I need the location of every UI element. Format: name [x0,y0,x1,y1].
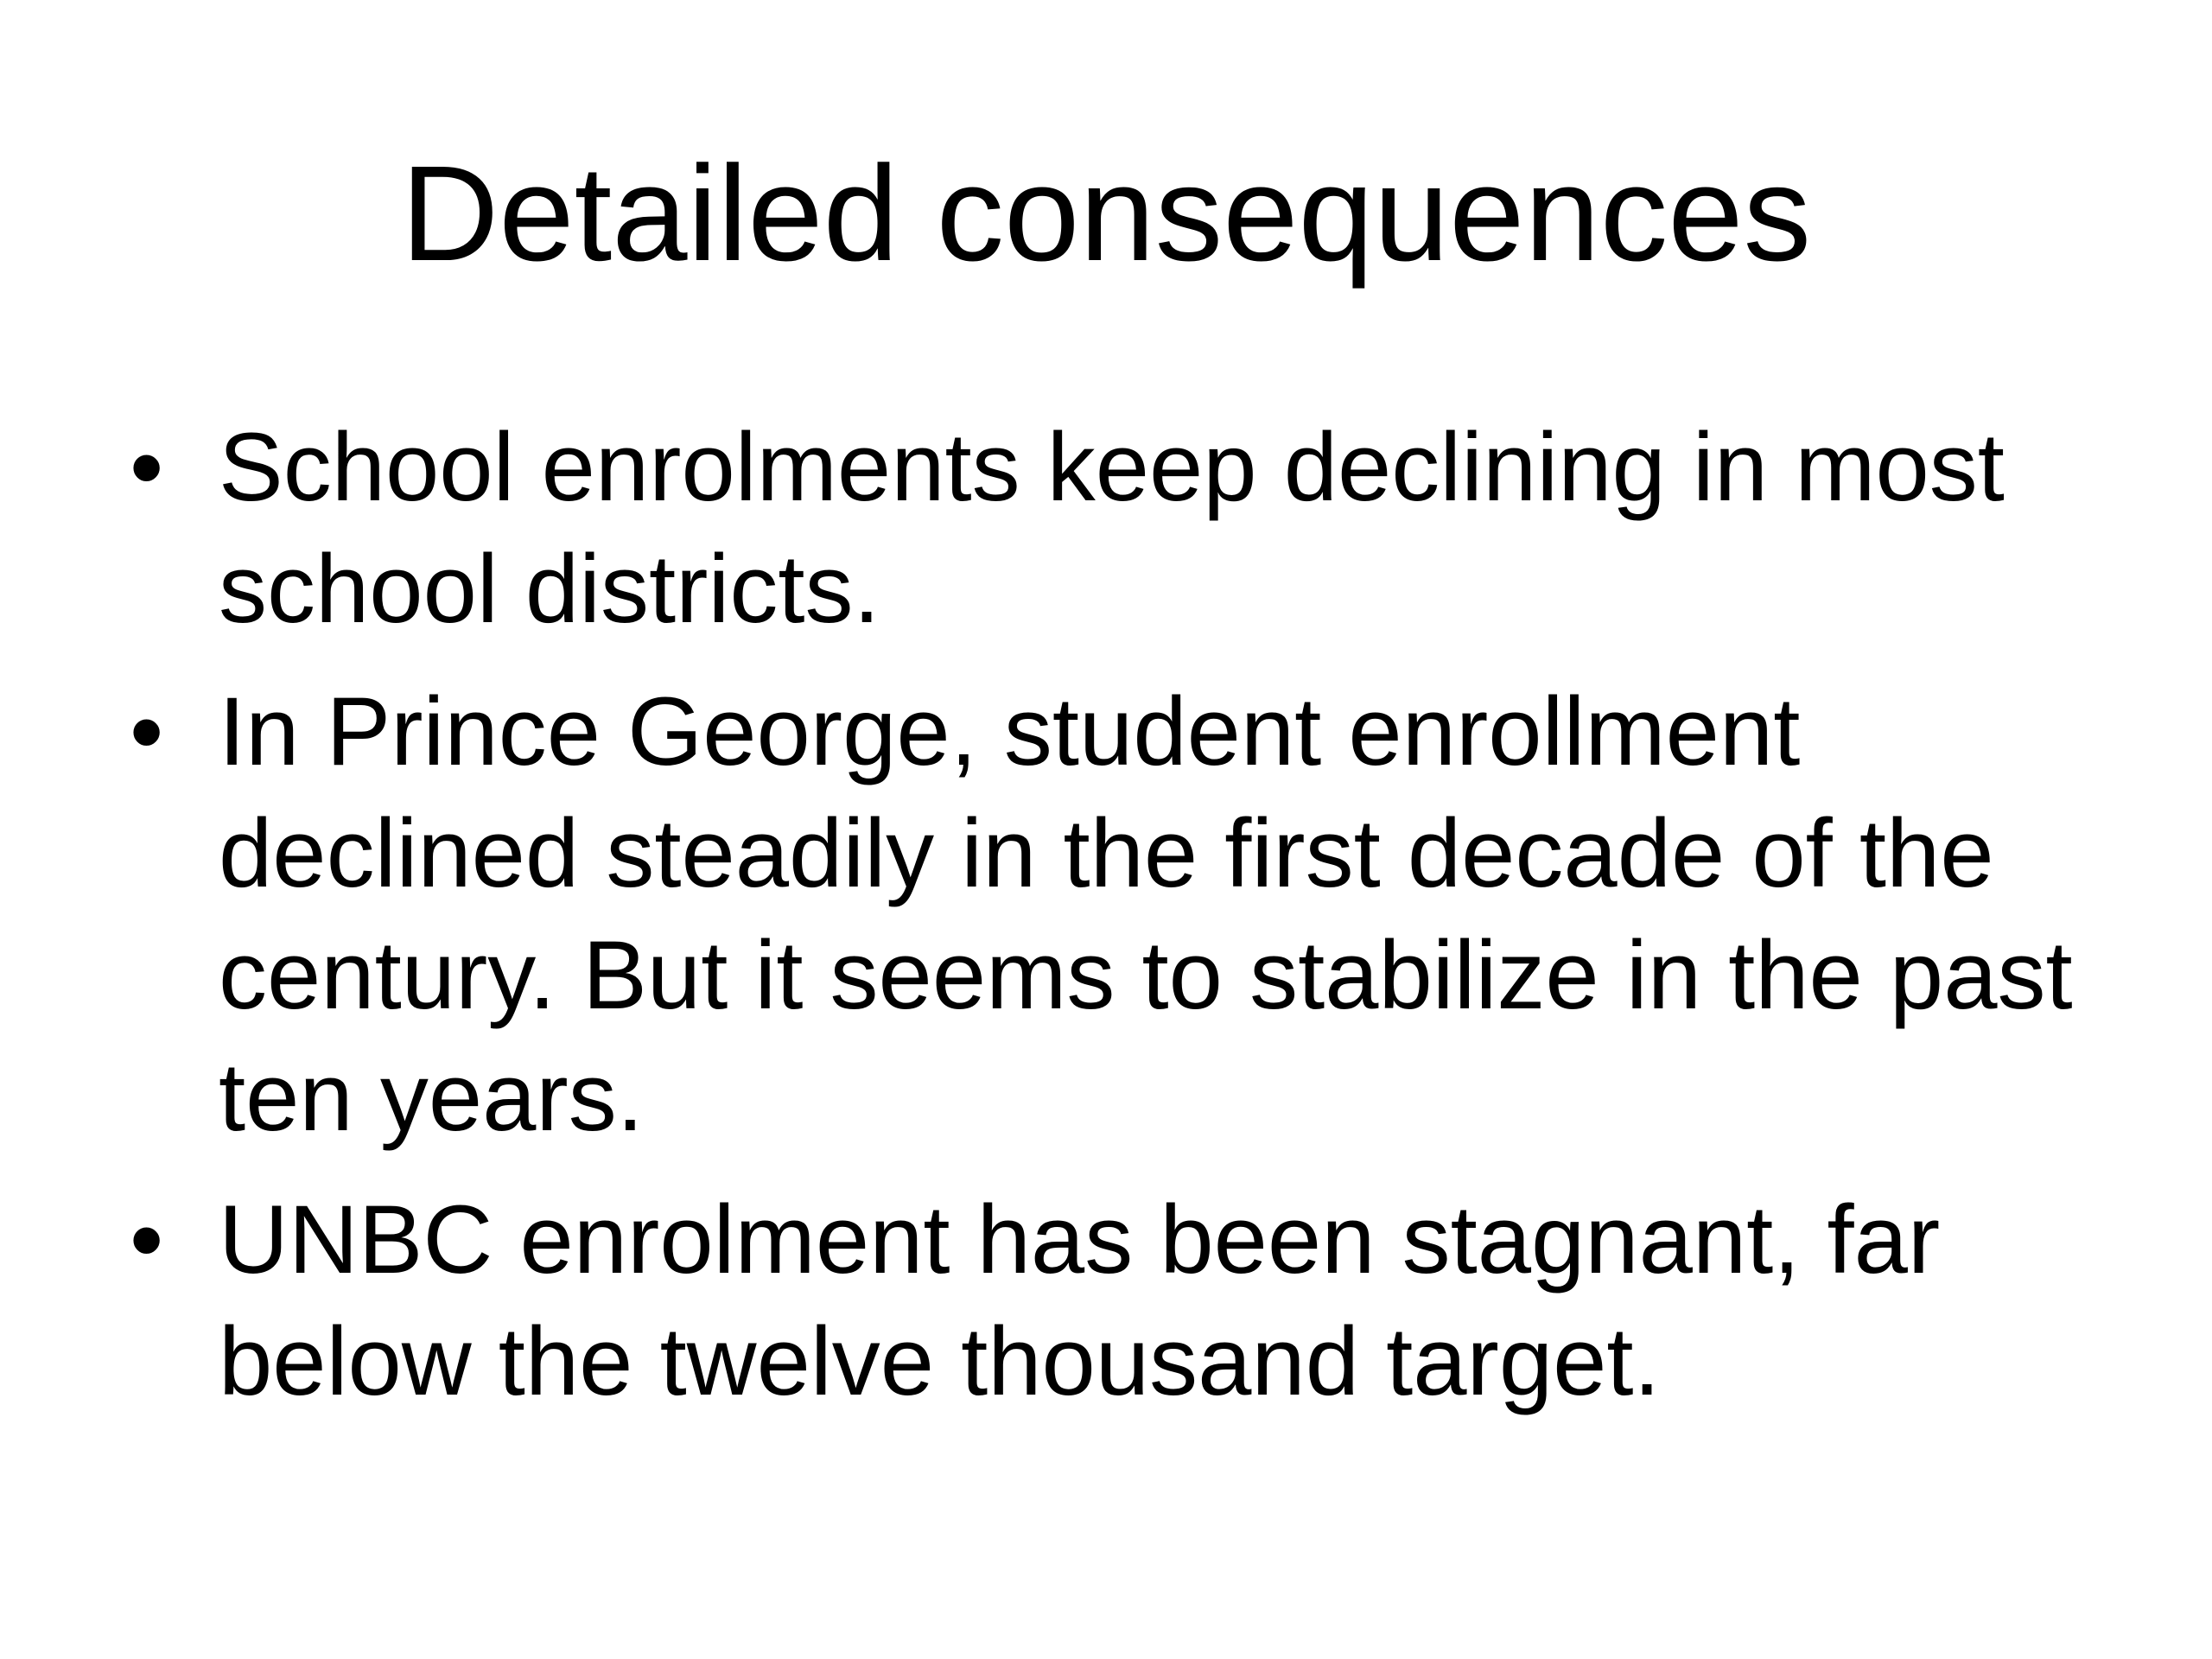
bullet-item-prince-george [130,671,2117,1158]
bullet-item-school-enrolments [130,406,2117,650]
bullet-icon: • [130,413,164,521]
bullet-text: UNBC enrolment has been stagnant, far below the twelve thousand target. [219,1185,1941,1415]
bullet-text: School enrolments keep declining in most school districts. [219,413,2005,643]
bullet-icon: • [130,1185,164,1294]
bullet-icon: • [130,677,164,785]
bullet-text: In Prince George, student enrollment declined steadily in the first decade of the century. But it seems to stabilize in the past ten years. [219,677,2073,1151]
bullet-list [130,406,2117,1443]
slide-title: Detailed consequences [400,138,1812,289]
bullet-item-unbc-enrolment [130,1179,2117,1422]
